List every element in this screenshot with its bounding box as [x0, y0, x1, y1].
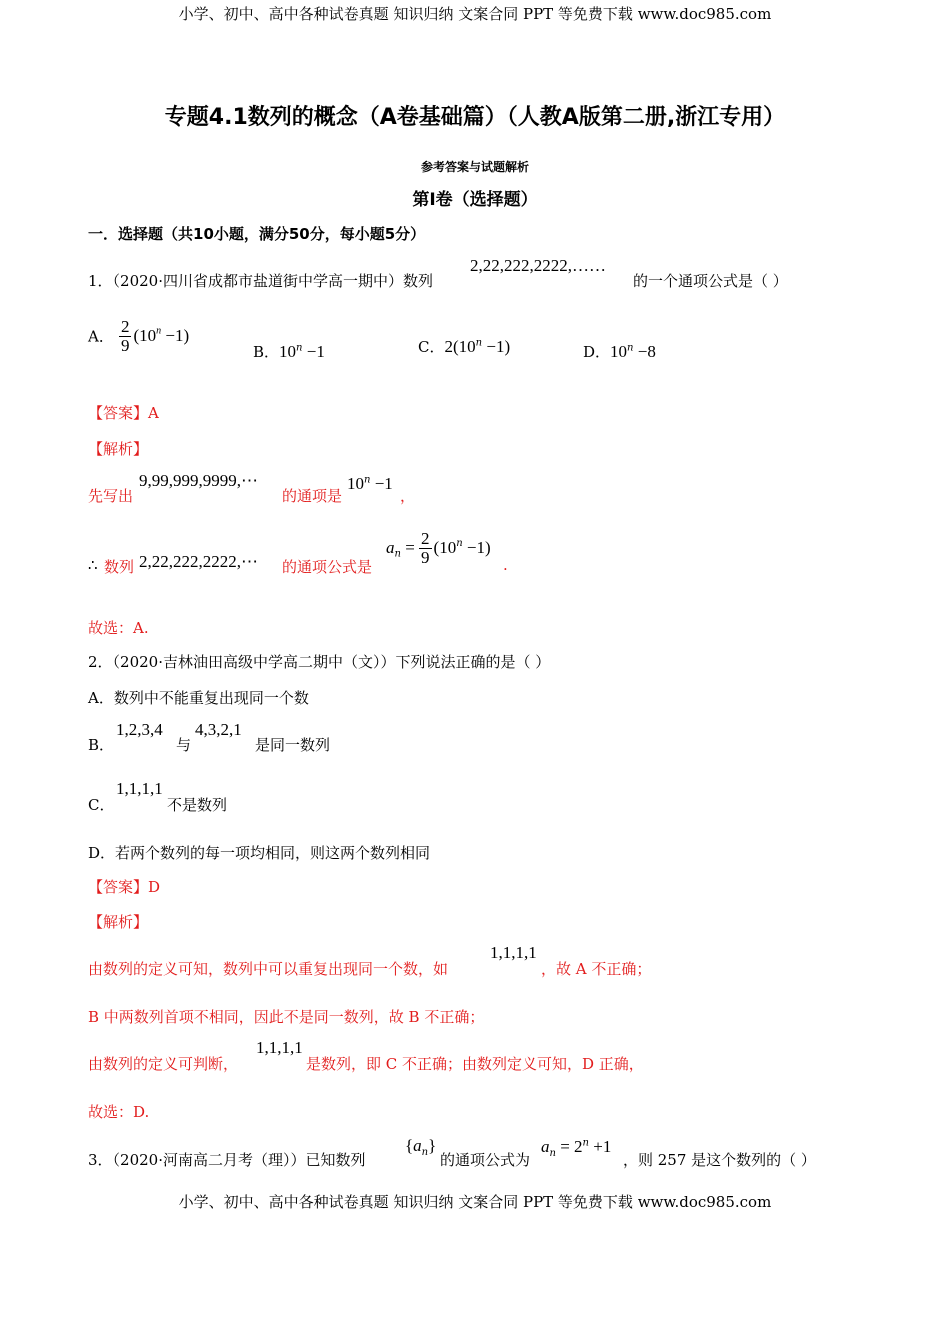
q3-stem-c: ，则 257 是这个数列的（ ）: [623, 1151, 816, 1169]
q2-analysis-line3-a: 由数列的定义可判断，: [88, 1055, 239, 1073]
q1-analysis-line1-comma: ，: [400, 487, 416, 505]
q2-choose: 故选：D.: [88, 1103, 150, 1121]
q3-stem-b: 的通项公式为: [440, 1151, 531, 1169]
q2-option-b-label: B．: [88, 736, 115, 754]
q2-option-c-label: C．: [88, 796, 115, 814]
q3-stem-a: 3．（2020·河南高二月考（理））已知数列: [88, 1151, 366, 1169]
q1-stem-tail: 的一个通项公式是（ ）: [633, 272, 788, 290]
q2-option-b-seq2: 4,3,2,1: [195, 720, 242, 739]
section-title: 一．选择题（共10小题，满分50分，每小题5分）: [88, 225, 426, 243]
q3-sequence-symbol: $\{a_n\}$: [405, 1136, 437, 1159]
q2-analysis-line1-b: ，故 A 不正确；: [541, 960, 652, 978]
q1-sequence: 2,22,222,2222,……: [470, 256, 606, 275]
page-header: 小学、初中、高中各种试卷真题 知识归纳 文案合同 PPT 等免费下载 www.doc985.com: [178, 5, 772, 23]
q1-option-a-label: A．: [88, 327, 114, 346]
q1-analysis-line2-formula: $a_n$ = $\frac{2}{9}$ $(10^n -1)$: [386, 529, 491, 567]
therefore-symbol: ∴: [88, 556, 98, 574]
q2-answer: 【答案】D: [88, 878, 161, 896]
q1-analysis-line2-b: 的通项公式是: [282, 558, 373, 576]
page-footer: 小学、初中、高中各种试卷真题 知识归纳 文案合同 PPT 等免费下载 www.doc985.com: [178, 1193, 772, 1211]
subtitle: 参考答案与试题解析: [420, 160, 529, 174]
q2-option-b-seq1: 1,2,3,4: [116, 720, 163, 739]
q2-analysis-label: 【解析】: [88, 913, 149, 931]
q1-option-a: A． $\frac{2}{9}$ $(10^n -1)$: [88, 317, 190, 355]
q1-analysis-line1-seq: 9,99,999,9999,⋯: [139, 471, 258, 490]
q1-option-a-fraction: $\frac{2}{9}$: [120, 317, 130, 355]
q1-option-b: B．$10^n -1$: [253, 342, 325, 361]
q1-choose: 故选：A.: [88, 619, 149, 637]
q1-source: （2020·四川省成都市盐道街中学高一期中）数列: [112, 272, 433, 290]
q2-stem: 2．（2020·吉林油田高级中学高二期中（文））下列说法正确的是（ ）: [88, 653, 551, 671]
q2-option-d: D．若两个数列的每一项均相同，则这两个数列相同: [88, 844, 431, 862]
q1-option-c: C．$2(10^n -1)$: [418, 337, 511, 356]
q2-option-b-tail: 是同一数列: [255, 736, 331, 754]
q2-analysis-line3-seq: 1,1,1,1: [256, 1038, 303, 1057]
q1-option-d: D．$10^n -8$: [583, 342, 656, 361]
q1-analysis-line2-a: 数列: [104, 558, 135, 576]
q2-analysis-line2: B 中两数列首项不相同，因此不是同一数列，故 B 不正确；: [88, 1008, 485, 1026]
q2-option-c-seq: 1,1,1,1: [116, 779, 163, 798]
q2-option-b-mid: 与: [176, 736, 192, 754]
page-title: 专题4.1数列的概念（A卷基础篇）（人教A版第二册,浙江专用）: [164, 105, 786, 130]
q2-analysis-line1-a: 由数列的定义可知，数列中可以重复出现同一个数，如: [88, 960, 449, 978]
q1-analysis-line1-a: 先写出: [88, 487, 134, 505]
q2-analysis-line1-seq: 1,1,1,1: [490, 943, 537, 962]
q1-analysis-line2-seq: 2,22,222,2222,⋯: [139, 552, 258, 571]
q2-option-a: A．数列中不能重复出现同一个数: [88, 689, 309, 707]
q2-analysis-line3-b: 是数列，即 C 不正确；由数列定义可知，D 正确，: [306, 1055, 644, 1073]
q1-analysis-line1-b: 的通项是: [282, 487, 343, 505]
q1-number: 1．: [88, 272, 113, 290]
q1-analysis-line2-period: .: [503, 556, 508, 574]
q3-formula: $a_n = 2^n +1$: [541, 1137, 612, 1160]
q1-analysis-label: 【解析】: [88, 440, 149, 458]
q1-analysis-line1-expr: $10^n -1$: [347, 474, 393, 493]
q1-answer: 【答案】A: [88, 404, 159, 422]
q2-option-c-tail: 不是数列: [167, 796, 228, 814]
q1-stem: [88, 270, 433, 291]
part-title: 第Ⅰ卷（选择题）: [412, 190, 538, 210]
